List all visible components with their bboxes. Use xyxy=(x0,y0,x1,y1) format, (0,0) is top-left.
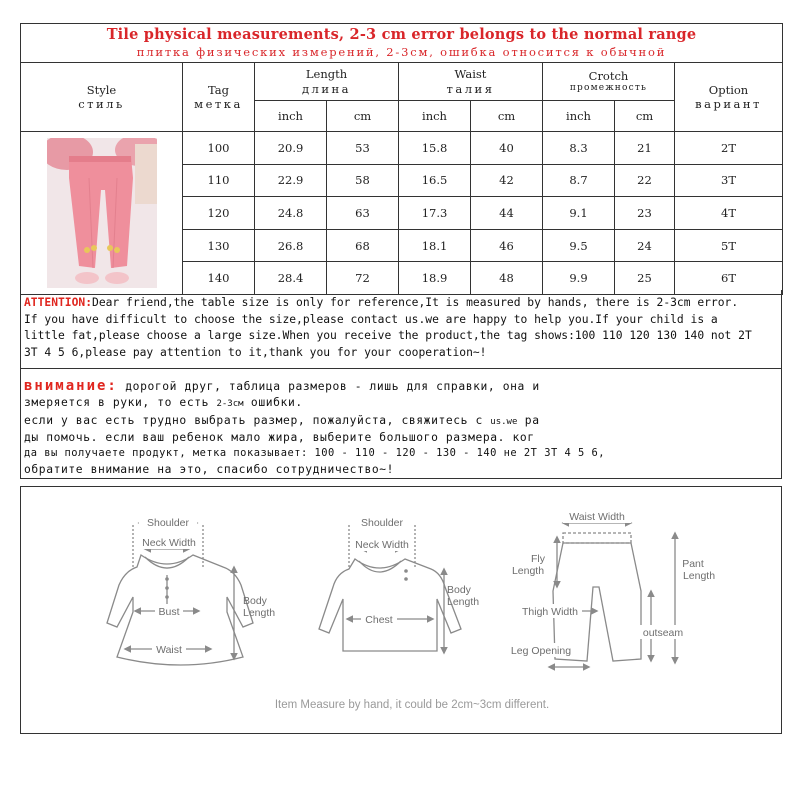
attention-label-russian: внимание: xyxy=(24,378,118,394)
length-cm-cell: 68 xyxy=(327,229,399,262)
header-style: Style стиль xyxy=(21,63,183,132)
crotch-inch-cell: 8.3 xyxy=(543,132,615,165)
length-cm-cell: 72 xyxy=(327,262,399,295)
pants-waist-label: Waist Width xyxy=(569,511,625,523)
header-crotch: Crotch промежность xyxy=(543,63,675,101)
dress-neck-label: Neck Width xyxy=(142,537,196,549)
dress-length-label: Length xyxy=(243,607,276,619)
header-tag: Tag метка xyxy=(183,63,255,132)
header-option: Option вариант xyxy=(675,63,783,132)
crotch-inch-cell: 9.9 xyxy=(543,262,615,295)
waist-cm-cell: 42 xyxy=(471,164,543,197)
diagram-caption: Item Measure by hand, it could be 2cm~3cm different. xyxy=(274,699,550,711)
attention-note-russian: внимание: дорогой друг, таблица размеров - лишь для справки, она и змеряется в руки, то есть 2-3см ошибки. если у вас есть трудно выбрать размер, пожалуйста, свяжитесь с us.we ра ды помочь. если ваш ребенок мало жира, выберите большого размера. ког да вы получаете продукт, метка показывает: 100 - 110 - 120 - 130 - 140 не 2T 3T 4 5 6, обратите внимание на это, спасибо сотрудничество~! xyxy=(20,369,782,479)
pants-leg-opening-label: Leg Opening xyxy=(510,645,572,657)
attention-note-english: ATTENTION:Dear friend,the table size is only for reference,It is measured by hands, there is 2-3cm error. If you have difficult to choose the size,please contact us.we are happy to help you.If your child is a little fat,please choose a large size.When you receive the product,the tag shows:100 110 120 130 140 not 2T 3T 4 5 6,please pay attention to it,thank you for your cooperation~! xyxy=(20,290,782,369)
shirt-length-label: Length xyxy=(447,596,480,608)
measurement-diagram xyxy=(20,486,782,734)
product-photo xyxy=(47,138,157,288)
header-length: Length длина xyxy=(255,63,399,101)
product-photo-cell xyxy=(21,132,183,295)
table-title xyxy=(21,24,783,63)
dress-shoulder-label: Shoulder xyxy=(146,517,190,529)
title-russian: плитка физических измерений, 2-3см, ошибка относится к обычной xyxy=(136,44,667,59)
waist-cm-cell: 44 xyxy=(471,197,543,230)
waist-cm-cell: 40 xyxy=(471,132,543,165)
unit-cm: cm xyxy=(327,101,399,132)
waist-inch-cell: 15.8 xyxy=(399,132,471,165)
option-cell: 4T xyxy=(675,197,783,230)
length-cm-cell: 58 xyxy=(327,164,399,197)
size-table xyxy=(20,23,783,295)
option-cell: 2T xyxy=(675,132,783,165)
tag-cell: 110 xyxy=(183,164,255,197)
table-row xyxy=(21,132,783,165)
waist-cm-cell: 46 xyxy=(471,229,543,262)
waist-inch-cell: 18.9 xyxy=(399,262,471,295)
shirt-chest-label: Chest xyxy=(365,614,393,626)
tag-cell: 130 xyxy=(183,229,255,262)
shirt-body-label: Body xyxy=(447,584,471,596)
crotch-cm-cell: 23 xyxy=(615,197,675,230)
length-inch-cell: 28.4 xyxy=(255,262,327,295)
crotch-inch-cell: 9.5 xyxy=(543,229,615,262)
shirt-neck-label: Neck Width xyxy=(355,539,409,551)
pink-leggings-image xyxy=(47,138,157,288)
unit-cm: cm xyxy=(615,101,675,132)
length-cm-cell: 63 xyxy=(327,197,399,230)
crotch-inch-cell: 8.7 xyxy=(543,164,615,197)
dress-bust-label: Bust xyxy=(158,606,180,618)
tag-cell: 100 xyxy=(183,132,255,165)
waist-inch-cell: 16.5 xyxy=(399,164,471,197)
pants-fly-label: Fly xyxy=(531,553,545,565)
dress-waist-label: Waist xyxy=(156,644,182,656)
attention-label: ATTENTION: xyxy=(24,296,93,309)
size-chart xyxy=(20,23,782,295)
option-cell: 3T xyxy=(675,164,783,197)
crotch-cm-cell: 25 xyxy=(615,262,675,295)
option-cell: 5T xyxy=(675,229,783,262)
length-inch-cell: 24.8 xyxy=(255,197,327,230)
pants-fly-length-label: Length xyxy=(511,565,545,577)
shirt-shoulder-label: Shoulder xyxy=(360,517,404,529)
tag-cell: 120 xyxy=(183,197,255,230)
length-inch-cell: 20.9 xyxy=(255,132,327,165)
pants-pant-length-label: Length xyxy=(682,570,716,582)
measurement-diagram-svg xyxy=(21,487,783,735)
crotch-cm-cell: 24 xyxy=(615,229,675,262)
length-cm-cell: 53 xyxy=(327,132,399,165)
tag-cell: 140 xyxy=(183,262,255,295)
unit-inch: inch xyxy=(399,101,471,132)
unit-inch: inch xyxy=(255,101,327,132)
pants-pant-label: Pant xyxy=(682,558,704,570)
crotch-inch-cell: 9.1 xyxy=(543,197,615,230)
length-inch-cell: 26.8 xyxy=(255,229,327,262)
dress-body-label: Body xyxy=(243,595,267,607)
waist-inch-cell: 17.3 xyxy=(399,197,471,230)
unit-cm: cm xyxy=(471,101,543,132)
crotch-cm-cell: 22 xyxy=(615,164,675,197)
pants-thigh-label: Thigh Width xyxy=(521,606,579,618)
crotch-cm-cell: 21 xyxy=(615,132,675,165)
pants-outseam-label: outseam xyxy=(642,627,684,639)
waist-cm-cell: 48 xyxy=(471,262,543,295)
unit-inch: inch xyxy=(543,101,615,132)
length-inch-cell: 22.9 xyxy=(255,164,327,197)
header-waist: Waist талия xyxy=(399,63,543,101)
waist-inch-cell: 18.1 xyxy=(399,229,471,262)
option-cell: 6T xyxy=(675,262,783,295)
title-english: Tile physical measurements, 2-3 cm error belongs to the normal range xyxy=(106,26,697,44)
